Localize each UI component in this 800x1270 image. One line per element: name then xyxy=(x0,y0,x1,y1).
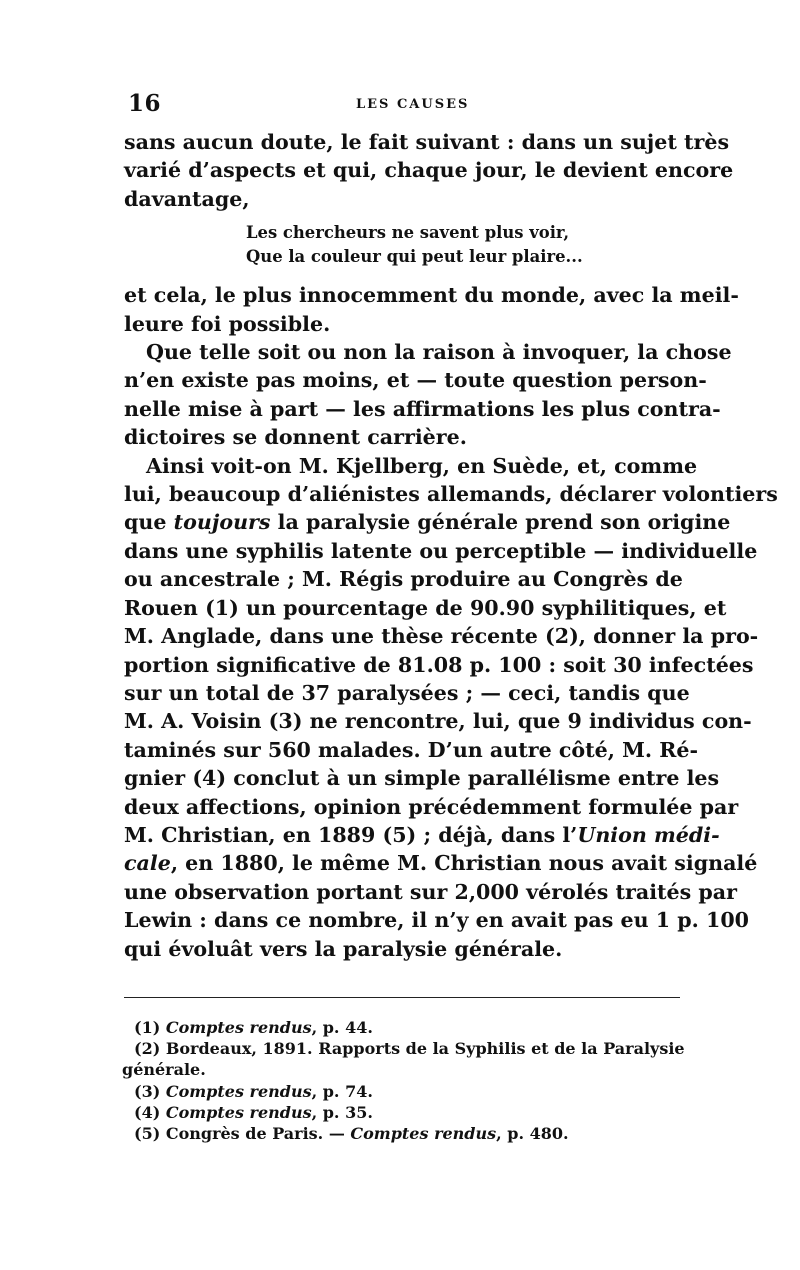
footnote-5 xyxy=(122,1123,682,1144)
running-head: LES CAUSES xyxy=(356,97,470,112)
footnote-title: Comptes rendus xyxy=(165,1018,312,1037)
text-line: lui, beaucoup d’aliénistes allemands, déclarer volontiers xyxy=(124,482,778,507)
text-line: sur un total de 37 paralysées ; — ceci, tandis que xyxy=(124,680,690,705)
footnote-title: Comptes rendus xyxy=(165,1102,312,1122)
footnote-number: (1) xyxy=(134,1018,166,1037)
footnote-title: Comptes rendus xyxy=(350,1124,497,1144)
page-number: 16 xyxy=(128,90,162,117)
text-line: et cela, le plus innocemment du monde, avec la meil- xyxy=(124,283,739,308)
text-line: nelle mise à part — les affirmations les plus contra- xyxy=(124,396,721,421)
text-segment: la paralysie générale prend son origine xyxy=(270,510,731,535)
footnote-number: (3) xyxy=(134,1081,166,1101)
text-line: Que telle soit ou non la raison à invoquer, la chose xyxy=(146,340,732,365)
text-line: n’en existe pas moins, et — toute question person- xyxy=(124,368,707,393)
text-line: ou ancestrale ; M. Régis produire au Congrès de xyxy=(124,567,683,592)
footnote-2-continued: générale. xyxy=(122,1060,206,1080)
text-line xyxy=(124,849,758,877)
footnote-4 xyxy=(122,1102,682,1123)
footnote-ref: , p. 44. xyxy=(311,1018,373,1037)
text-line: M. Anglade, dans une thèse récente (2), donner la pro- xyxy=(124,624,759,649)
paragraph-3 xyxy=(124,338,732,452)
text-line: gnier (4) conclut à un simple parallélisme entre les xyxy=(124,766,720,791)
paragraph-1 xyxy=(124,128,734,213)
text-line: deux affections, opinion précédemment formulée par xyxy=(124,794,739,819)
emphasis-cale: cale xyxy=(124,851,171,876)
footnote-number: (4) xyxy=(134,1102,166,1122)
text-line: portion significative de 81.08 p. 100 : soit 30 infectées xyxy=(124,652,754,677)
text-line: une observation portant sur 2,000 vérolés traités par xyxy=(124,879,738,904)
text-line: Lewin : dans ce nombre, il n’y en avait pas eu 1 p. 100 xyxy=(124,908,750,933)
verse-quote xyxy=(246,221,680,269)
footnote-3 xyxy=(122,1081,682,1102)
text-line: leure foi possible. xyxy=(124,311,331,336)
emphasis-toujours: toujours xyxy=(173,510,271,535)
page-header xyxy=(128,90,688,120)
text-line: qui évoluât vers la paralysie générale. xyxy=(124,936,563,961)
text-line: dictoires se donnent carrière. xyxy=(124,425,467,450)
footnote-text: (5) Congrès de Paris. — xyxy=(134,1124,351,1144)
text-segment: M. Christian, en 1889 (5) ; déjà, dans l’ xyxy=(124,822,578,847)
text-segment: que xyxy=(124,510,174,535)
paragraph-2 xyxy=(124,281,739,338)
verse-line: Les chercheurs ne savent plus voir, xyxy=(246,223,570,243)
text-line: dans une syphilis latente ou perceptible — individuelle xyxy=(124,538,758,563)
footnote-2: (2) Bordeaux, 1891. Rapports de la Syphilis et de la Paralysie xyxy=(134,1039,685,1059)
footnote-divider xyxy=(124,997,680,998)
footnote-ref: , p. 480. xyxy=(496,1124,569,1144)
text-line xyxy=(124,821,720,849)
footnote-ref: , p. 74. xyxy=(311,1081,373,1101)
text-line: M. A. Voisin (3) ne rencontre, lui, que 9 individus con- xyxy=(124,709,752,734)
footnote-ref: , p. 35. xyxy=(311,1102,373,1122)
footnote-title: Comptes rendus xyxy=(165,1081,312,1101)
text-line: Rouen (1) un pourcentage de 90.90 syphilitiques, et xyxy=(124,595,727,620)
body-text xyxy=(124,128,778,963)
verse-line: Que la couleur qui peut leur plaire... xyxy=(246,247,583,267)
text-line: sans aucun doute, le fait suivant : dans un sujet très xyxy=(124,130,730,154)
text-line: taminés sur 560 malades. D’un autre côté, M. Ré- xyxy=(124,737,699,762)
footnotes xyxy=(122,1017,685,1144)
footnote-1 xyxy=(122,1017,682,1038)
emphasis-union-medicale: Union médi- xyxy=(577,822,720,847)
text-line: davantage, xyxy=(124,186,250,211)
text-line: Ainsi voit-on M. Kjellberg, en Suède, et, comme xyxy=(146,453,698,478)
text-line xyxy=(124,508,731,536)
text-segment: , en 1880, le même M. Christian nous avait signalé xyxy=(170,851,758,876)
text-line: varié d’aspects et qui, chaque jour, le devient encore xyxy=(124,158,734,183)
paragraph-4 xyxy=(124,452,778,963)
